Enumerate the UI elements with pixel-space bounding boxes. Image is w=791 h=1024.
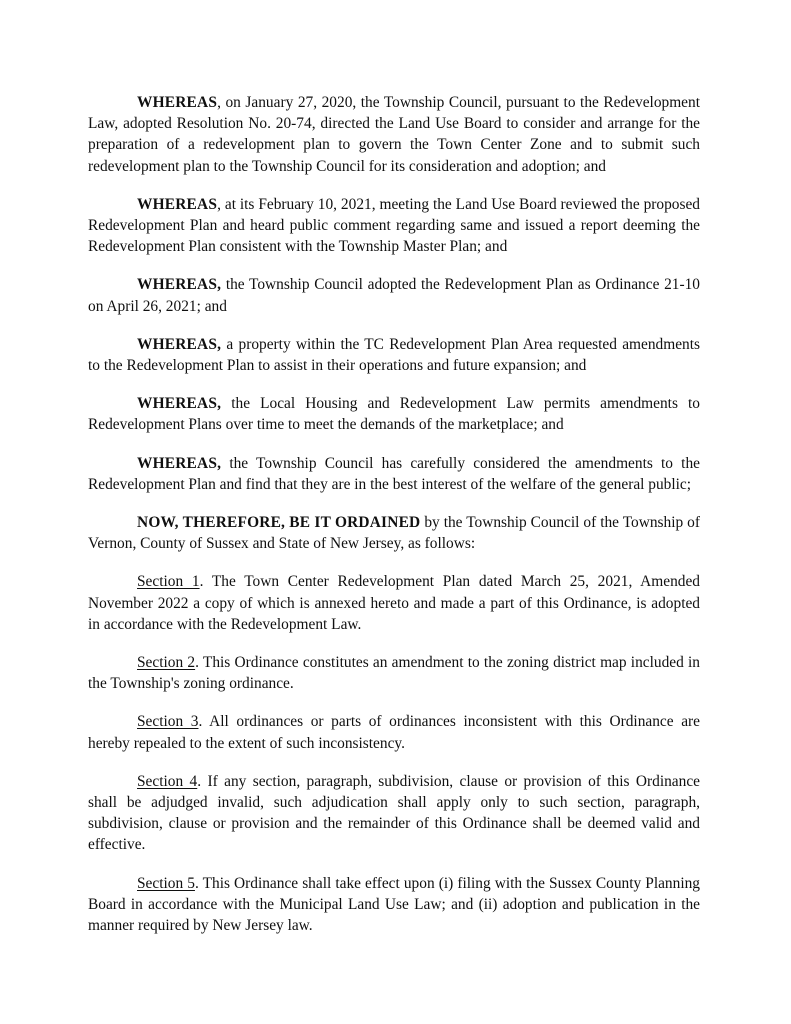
section-heading: Section 1 [137,573,200,591]
paragraph-text: a property within the TC Redevelopment Plan Area requested amendments to the Redevelopment Plan to assist in their operations and future expansion; and [88,335,700,375]
section-text: This Ordinance shall take effect upon (i) filing with the Sussex County Planning Board in accordance with the Municipal Land Use Law; and (ii) adoption and publication in the manner required by New Jersey law. [88,874,700,935]
paragraph-text: the Township Council adopted the Redevelopment Plan as Ordinance 21-10 on April 26, 2021; and [88,276,700,315]
section-heading: Section 4 [137,772,198,790]
section-heading-punctuation: . [195,654,203,672]
section-2 [88,652,700,694]
section-text: If any section, paragraph, subdivision, clause or provision of this Ordinance shall be adjudged invalid, such adjudication shall apply only to such section, paragraph, subdivision, clause or provision and the remainder of this Ordinance shall be deemed valid and effective. [88,772,700,854]
paragraph-text: at its February 10, 2021, meeting the Land Use Board reviewed the proposed Redevelopment Plan and heard public comment regarding same and issued a report deeming the Redevelopment Plan consistent with the Township Master Plan; and [88,195,700,256]
section-heading: Section 2 [137,654,196,672]
enacting-clause-label: NOW, THEREFORE, BE IT ORDAINED [137,514,421,532]
paragraph-whereas-6 [88,453,700,495]
section-1 [88,571,700,635]
section-4 [88,771,700,856]
section-heading-punctuation: . [198,713,210,731]
paragraph-lead-label: WHEREAS, [137,395,222,413]
paragraph-lead-punctuation [221,395,231,412]
section-heading-punctuation: . [194,874,203,892]
section-text: All ordinances or parts of ordinances inconsistent with this Ordinance are hereby repealed to the extent of such inconsistency. [88,713,700,752]
section-text: The Town Center Redevelopment Plan dated March 25, 2021, Amended November 2022 a copy of which is annexed hereto and made a part of this Ordinance, is adopted in accordance with the Redevelopment Law. [88,573,701,633]
paragraph-lead-punctuation: , [217,195,225,213]
paragraph-enacting-clause [88,512,700,554]
paragraph-text: on January 27, 2020, the Township Council, pursuant to the Redevelopment Law, adopted Resolution No. 20-74, directed the Land Use Board to consider and arrange for the preparation of a redevelopment plan to govern the Town Center Zone and to submit such redevelopment plan to the Township Council for its consideration and adoption; and [88,94,700,175]
document-body [88,92,700,936]
paragraph-text: the Township Council has carefully considered the amendments to the Redevelopment Plan and find that they are in the best interest of the welfare of the general public; [88,454,700,493]
section-heading-punctuation: . [199,573,212,591]
paragraph-lead-label: WHEREAS, [137,335,222,353]
section-heading: Section 5 [137,874,195,892]
paragraph-whereas-1 [88,92,700,177]
paragraph-lead-label: WHEREAS [137,195,218,213]
paragraph-whereas-4 [88,334,700,376]
section-heading-punctuation: . [197,772,208,790]
section-heading: Section 3 [137,713,199,731]
paragraph-whereas-2 [88,194,700,258]
paragraph-lead-label: WHEREAS, [137,276,222,294]
paragraph-text: the Local Housing and Redevelopment Law permits amendments to Redevelopment Plans over time to meet the demands of the marketplace; and [88,395,700,434]
paragraph-lead-label: WHEREAS, [137,454,222,472]
enacting-clause-text: by the Township Council of the Township of Vernon, County of Sussex and State of New Jersey, as follows: [88,514,700,553]
paragraph-lead-label: WHEREAS [137,94,218,111]
paragraph-whereas-5 [88,393,700,435]
paragraph-whereas-3 [88,274,700,316]
paragraph-lead-punctuation: , [217,94,226,111]
section-3 [88,711,700,753]
section-5 [88,873,700,937]
section-text: This Ordinance constitutes an amendment to the zoning district map included in the Township's zoning ordinance. [88,654,701,693]
